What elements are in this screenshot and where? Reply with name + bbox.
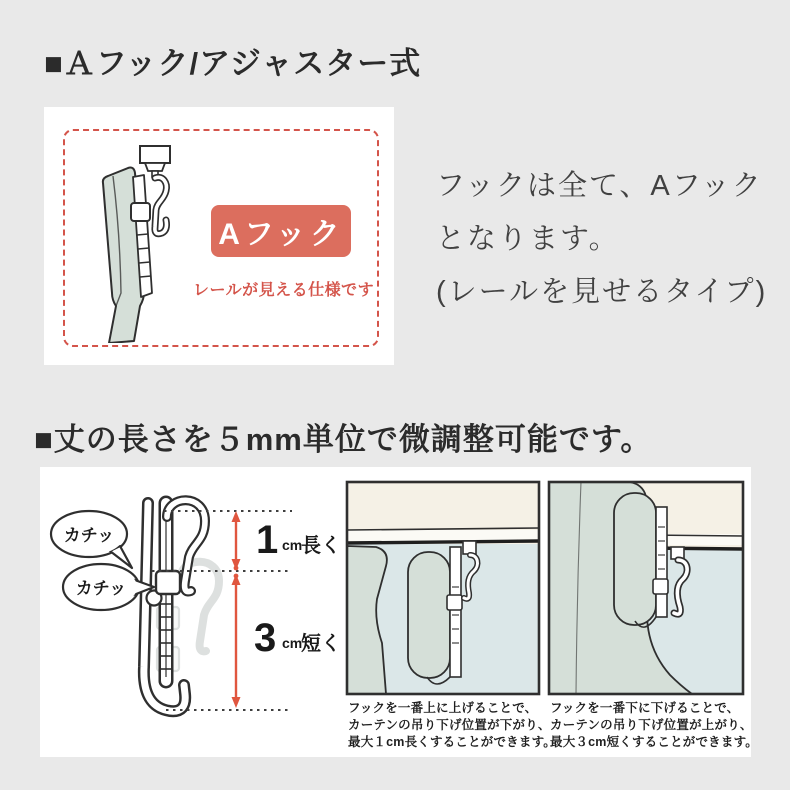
adjuster-slider bbox=[156, 571, 180, 594]
adjustment-panel bbox=[40, 467, 758, 757]
caption-line: フックを一番上に上げることで、 bbox=[348, 701, 538, 715]
longer-label bbox=[256, 518, 341, 562]
description-line1: フックは全て、Aフック bbox=[436, 170, 763, 202]
a-hook-card bbox=[44, 107, 394, 365]
description-line3: (レールを見せるタイプ) bbox=[436, 276, 768, 308]
rail-visible-note: レールが見える仕様です bbox=[193, 282, 375, 299]
click-text-1: カチッ bbox=[63, 526, 115, 545]
measure-arrow-longer bbox=[232, 511, 241, 570]
description-line2: となります。 bbox=[436, 223, 620, 255]
caption-line: 最大３cm短くすることができます。 bbox=[550, 735, 758, 749]
curtain-roll bbox=[614, 493, 656, 625]
shorten-caption bbox=[550, 700, 758, 751]
measure-arrow-shorter bbox=[232, 574, 241, 708]
caption-line: フックを一番下に下げることで、 bbox=[550, 701, 740, 715]
rail-runner bbox=[140, 146, 170, 177]
a-hook-illustration bbox=[83, 137, 195, 343]
shorter-value: 3 bbox=[254, 616, 277, 660]
curtain-rail bbox=[347, 528, 539, 543]
section1-heading: ■Ａフック/アジャスター式 bbox=[44, 46, 422, 81]
adjuster-hook-diagram bbox=[51, 500, 341, 711]
caption-line: カーテンの吊り下げ位置が下がり、 bbox=[348, 718, 551, 732]
caption-line: 最大１cm長くすることができます。 bbox=[348, 735, 556, 749]
hook-arm bbox=[155, 177, 167, 233]
curtain-roll bbox=[408, 552, 450, 678]
lengthen-caption bbox=[348, 700, 556, 751]
shorter-suffix: 短く bbox=[301, 633, 341, 655]
caption-line: カーテンの吊り下げ位置が上がり、 bbox=[550, 718, 753, 732]
a-hook-description bbox=[436, 160, 766, 319]
longer-suffix: 長く bbox=[301, 535, 341, 557]
shorten-illustration bbox=[549, 482, 743, 694]
longer-value: 1 bbox=[256, 518, 279, 562]
shorter-label bbox=[254, 616, 341, 660]
longer-unit: cm bbox=[282, 537, 303, 553]
section2-heading: ■丈の長さを５mm単位で微調整可能です。 bbox=[34, 422, 653, 457]
shorter-unit: cm bbox=[282, 635, 303, 651]
lengthen-illustration bbox=[347, 482, 539, 694]
a-hook-badge: Aフック bbox=[211, 205, 351, 257]
a-hook-dashed-frame bbox=[63, 129, 379, 347]
click-bubble-1 bbox=[51, 511, 132, 568]
click-text-2: カチッ bbox=[75, 579, 127, 598]
